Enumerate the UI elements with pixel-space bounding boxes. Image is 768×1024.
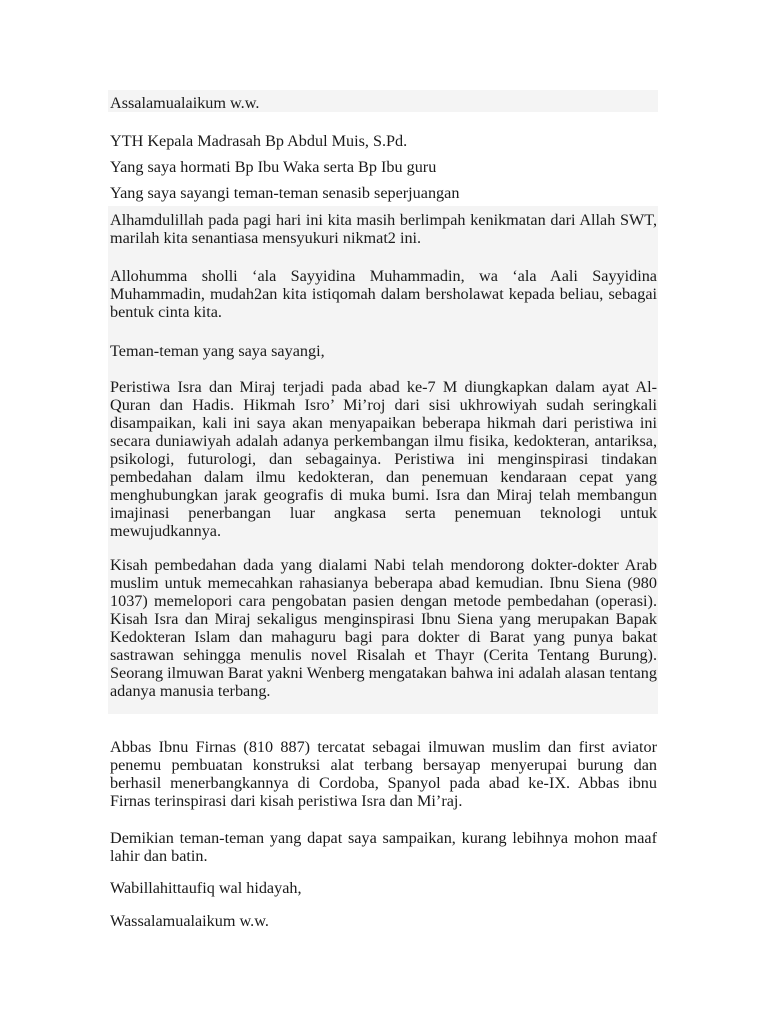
paragraph-sholawat: Allohumma sholli ‘ala Sayyidina Muhammadin, wa ‘ala Aali Sayyidina Muhammadin, mudah2an kita istiqomah dalam bersholawat kepada beliau, sebagai bentuk cinta kita.	[110, 267, 657, 321]
paragraph-isra-miraj: Peristiwa Isra dan Miraj terjadi pada abad ke-7 M diungkapkan dalam ayat Al-Quran dan Hadis. Hikmah Isro’ Mi’roj dari sisi ukhrowiyah sudah seringkali disampaikan, kali ini saya akan menyapaikan beberapa hikmah dari peristiwa ini secara duniawiyah adalah adanya perkembangan ilmu fisika, kedokteran, antariksa, psikologi, futurologi, dan sebagainya. Peristiwa ini menginspirasi tindakan pembedahan dalam ilmu kedokteran, dan penemuan kendaraan cepat yang menghubungkan jarak geografis di muka bumi. Isra dan Miraj telah membangun imajinasi penerbangan luar angkasa serta penemuan teknologi untuk mewujudkannya.	[110, 378, 657, 540]
paragraph-closing-remarks: Demikian teman-teman yang dapat saya sampaikan, kurang lebihnya mohon maaf lahir dan batin.	[110, 829, 657, 865]
salutation-teachers: Yang saya hormati Bp Ibu Waka serta Bp Ibu guru	[110, 158, 437, 176]
greeting-close: Wassalamualaikum w.w.	[110, 912, 269, 930]
paragraph-gratitude: Alhamdulillah pada pagi hari ini kita masih berlimpah kenikmatan dari Allah SWT, marilah kita senantiasa mensyukuri nikmat2 ini.	[110, 211, 657, 247]
salutation-principal: YTH Kepala Madrasah Bp Abdul Muis, S.Pd.	[110, 132, 408, 150]
address-friends: Teman-teman yang saya sayangi,	[110, 342, 325, 360]
paragraph-ibnu-firnas: Abbas Ibnu Firnas (810 887) tercatat sebagai ilmuwan muslim dan first aviator penemu pembuatan konstruksi alat terbang bersayap menyerupai burung dan berhasil menerbangkannya di Cordoba, Spanyol pada abad ke-IX. Abbas ibnu Firnas terinspirasi dari kisah peristiwa Isra dan Mi’raj.	[110, 738, 657, 810]
salutation-friends: Yang saya sayangi teman-teman senasib seperjuangan	[110, 184, 460, 202]
paragraph-surgery: Kisah pembedahan dada yang dialami Nabi telah mendorong dokter-dokter Arab muslim untuk memecahkan rahasianya beberapa abad kemudian. Ibnu Siena (980 1037) memelopori cara pengobatan pasien dengan metode pembedahan (operasi). Kisah Isra dan Miraj sekaligus menginspirasi Ibnu Siena yang merupakan Bapak Kedokteran Islam dan mahaguru bagi para dokter di Barat yang punya bakat sastrawan sehingga menulis novel Risalah et Thayr (Cerita Tentang Burung). Seorang ilmuwan Barat yakni Wenberg mengatakan bahwa ini adalah alasan tentang adanya manusia terbang.	[110, 556, 657, 700]
greeting-open: Assalamualaikum w.w.	[110, 94, 260, 112]
closing-wabillahi: Wabillahittaufiq wal hidayah,	[110, 879, 302, 897]
